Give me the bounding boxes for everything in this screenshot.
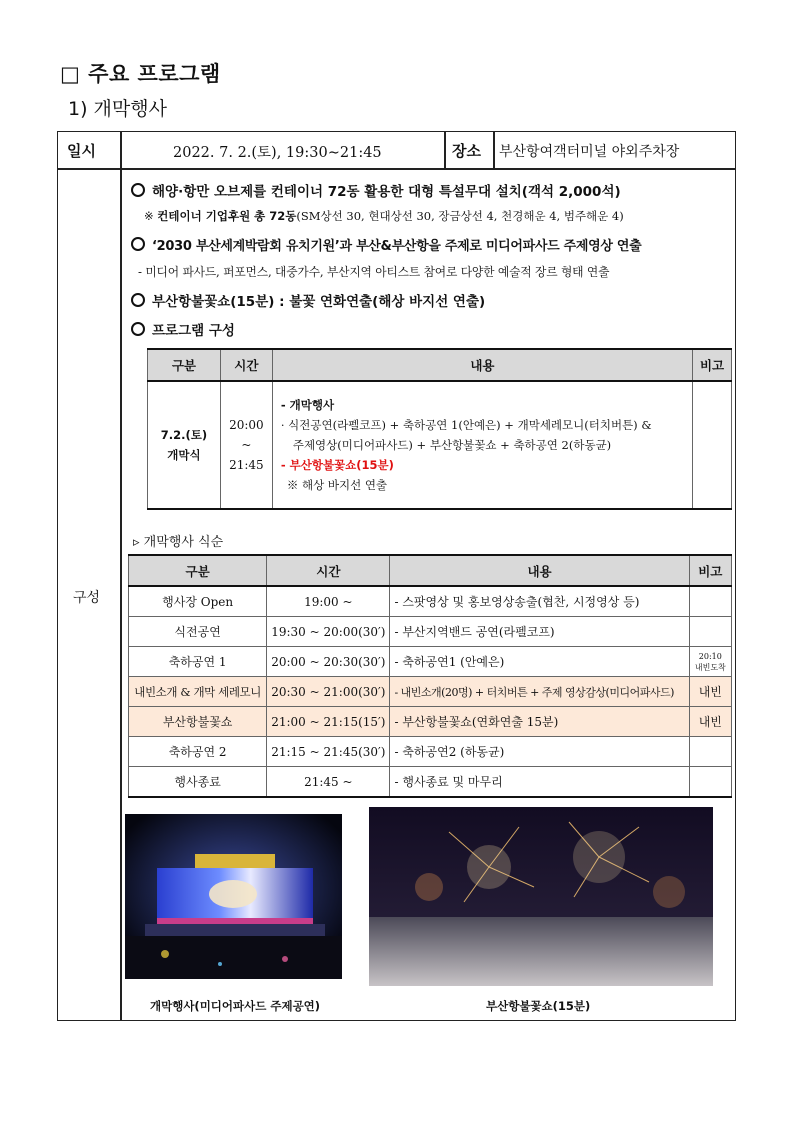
header-remark: 비고	[689, 555, 731, 586]
bullet-fireworks	[131, 290, 485, 310]
row-content: - 내빈소개(20명) + 터치버튼 + 주제 영상감상(미디어파사드)	[390, 677, 689, 707]
note-bold: 컨테이너 기업후원 총 72동	[157, 209, 297, 223]
schedule-title: ▹ 개막행사 식순	[133, 535, 224, 550]
bullet-program	[131, 319, 235, 339]
bullet-stage-text: 해양·항만 오브제를 컨테이너 72동 활용한 대형 특설무대 설치(객석 2,000석)	[152, 184, 621, 200]
table-row	[129, 767, 732, 798]
row-remark	[689, 586, 731, 617]
row-remark	[689, 617, 731, 647]
program-table-header	[148, 349, 732, 381]
date-label: 일시	[67, 142, 96, 160]
bullet-media-note: - 미디어 파사드, 퍼포먼스, 대중가수, 부산지역 아티스트 참여로 다양한 예술적 장르 형태 연출	[138, 265, 610, 279]
row-category: 부산항불꽃쇼	[129, 707, 267, 737]
row-content: - 부산항불꽃쇼(연화연출 15분)	[390, 707, 689, 737]
row-category: 행사종료	[129, 767, 267, 798]
row-remark: 내빈	[689, 677, 731, 707]
category-line1: 7.2.(토)	[160, 428, 208, 442]
header-content: 내용	[390, 555, 689, 586]
table-row	[129, 677, 732, 707]
program-category	[148, 381, 221, 509]
note-mark: ※	[144, 209, 158, 223]
row-time: 21:45 ~	[267, 767, 390, 798]
info-row-bottom-border	[57, 168, 736, 170]
row-time: 21:00 ~ 21:15(15′)	[267, 707, 390, 737]
header-remark: 비고	[693, 349, 732, 381]
table-row	[129, 617, 732, 647]
content-title: - 개막행사	[280, 398, 335, 412]
row-content: - 스팟영상 및 홍보영상송출(협찬, 시정영상 등)	[390, 586, 689, 617]
table-row	[129, 647, 732, 677]
circle-bullet-icon	[131, 183, 145, 197]
row-remark	[689, 767, 731, 798]
row-category: 축하공연 2	[129, 737, 267, 767]
program-time	[220, 381, 272, 509]
note-rest: (SM상선 30, 현대상선 30, 장금상선 4, 천경해운 4, 범주해운 4)	[296, 209, 624, 223]
program-remark	[693, 381, 732, 509]
place-value: 부산항여객터미널 야외주차장	[499, 144, 680, 160]
row-content: - 부산지역밴드 공연(라펠코프)	[390, 617, 689, 647]
row-time: 20:30 ~ 21:00(30′)	[267, 677, 390, 707]
fireworks-photo-caption: 부산항불꽃쇼(15분)	[486, 999, 591, 1013]
remark-line2: 내빈도착	[694, 662, 726, 672]
info-divider-1	[444, 131, 446, 169]
header-category: 구분	[148, 349, 221, 381]
header-content: 내용	[272, 349, 692, 381]
header-time: 시간	[267, 555, 390, 586]
row-category: 축하공연 1	[129, 647, 267, 677]
bullet-stage	[131, 180, 621, 200]
bullet-media-text: ‘2030 부산세계박람회 유치기원’과 부산&부산항을 주제로 미디어파사드 주제영상 연출	[152, 239, 642, 254]
content-note: ※ 해상 바지선 연출	[286, 478, 388, 492]
row-content: - 행사종료 및 마무리	[390, 767, 689, 798]
subsection-heading: 1) 개막행사	[68, 98, 167, 120]
row-remark	[689, 647, 731, 677]
remark-line1: 20:10	[698, 651, 722, 661]
bullet-stage-note	[144, 208, 624, 224]
row-time: 20:00 ~ 20:30(30′)	[267, 647, 390, 677]
time-start: 20:00	[229, 418, 264, 432]
row-time: 19:30 ~ 20:00(30′)	[267, 617, 390, 647]
content-highlight: - 부산항불꽃쇼(15분)	[280, 458, 394, 472]
media-facade-stage-image	[125, 814, 342, 979]
row-time: 19:00 ~	[267, 586, 390, 617]
header-time: 시간	[220, 349, 272, 381]
opening-photo-caption: 개막행사(미디어파사드 주제공연)	[150, 999, 321, 1013]
row-content: - 축하공연2 (하동균)	[390, 737, 689, 767]
bullet-fireworks-text: 부산항불꽃쇼(15분) : 불꽃 연화연출(해상 바지선 연출)	[152, 294, 486, 310]
schedule-table	[128, 554, 732, 798]
info-divider-2	[493, 131, 495, 169]
content-detail1: · 식전공연(라펠코프) + 축하공연 1(안예은) + 개막세레모니(터치버튼) &	[280, 418, 652, 432]
circle-bullet-icon	[131, 237, 145, 251]
fireworks-image	[369, 807, 713, 986]
table-row	[148, 381, 732, 509]
row-remark: 내빈	[689, 707, 731, 737]
place-label: 장소	[452, 142, 481, 160]
row-category: 행사장 Open	[129, 586, 267, 617]
fireworks-photo	[369, 807, 713, 986]
content-detail2: 주제영상(미디어파사드) + 부산항불꽃쇼 + 축하공연 2(하동균)	[292, 438, 612, 452]
table-row	[129, 586, 732, 617]
composition-label: 구성	[73, 590, 101, 606]
table-row	[129, 707, 732, 737]
row-category: 내빈소개 & 개막 세레모니	[129, 677, 267, 707]
circle-bullet-icon	[131, 322, 145, 336]
schedule-table-header	[129, 555, 732, 586]
bullet-program-text: 프로그램 구성	[152, 323, 235, 339]
time-sep: ~	[241, 438, 252, 452]
date-value: 2022. 7. 2.(토), 19:30∼21:45	[173, 145, 382, 161]
circle-bullet-icon	[131, 293, 145, 307]
opening-ceremony-photo	[125, 814, 342, 979]
bullet-media	[131, 235, 641, 254]
label-column-border	[120, 131, 122, 1021]
section-heading: □ 주요 프로그램	[60, 62, 221, 86]
header-category: 구분	[129, 555, 267, 586]
program-content	[272, 381, 692, 509]
table-row	[129, 737, 732, 767]
time-end: 21:45	[229, 458, 264, 472]
row-time: 21:15 ~ 21:45(30′)	[267, 737, 390, 767]
program-table	[147, 348, 732, 510]
row-content: - 축하공연1 (안예은)	[390, 647, 689, 677]
row-category: 식전공연	[129, 617, 267, 647]
row-remark	[689, 737, 731, 767]
category-line2: 개막식	[167, 448, 201, 462]
